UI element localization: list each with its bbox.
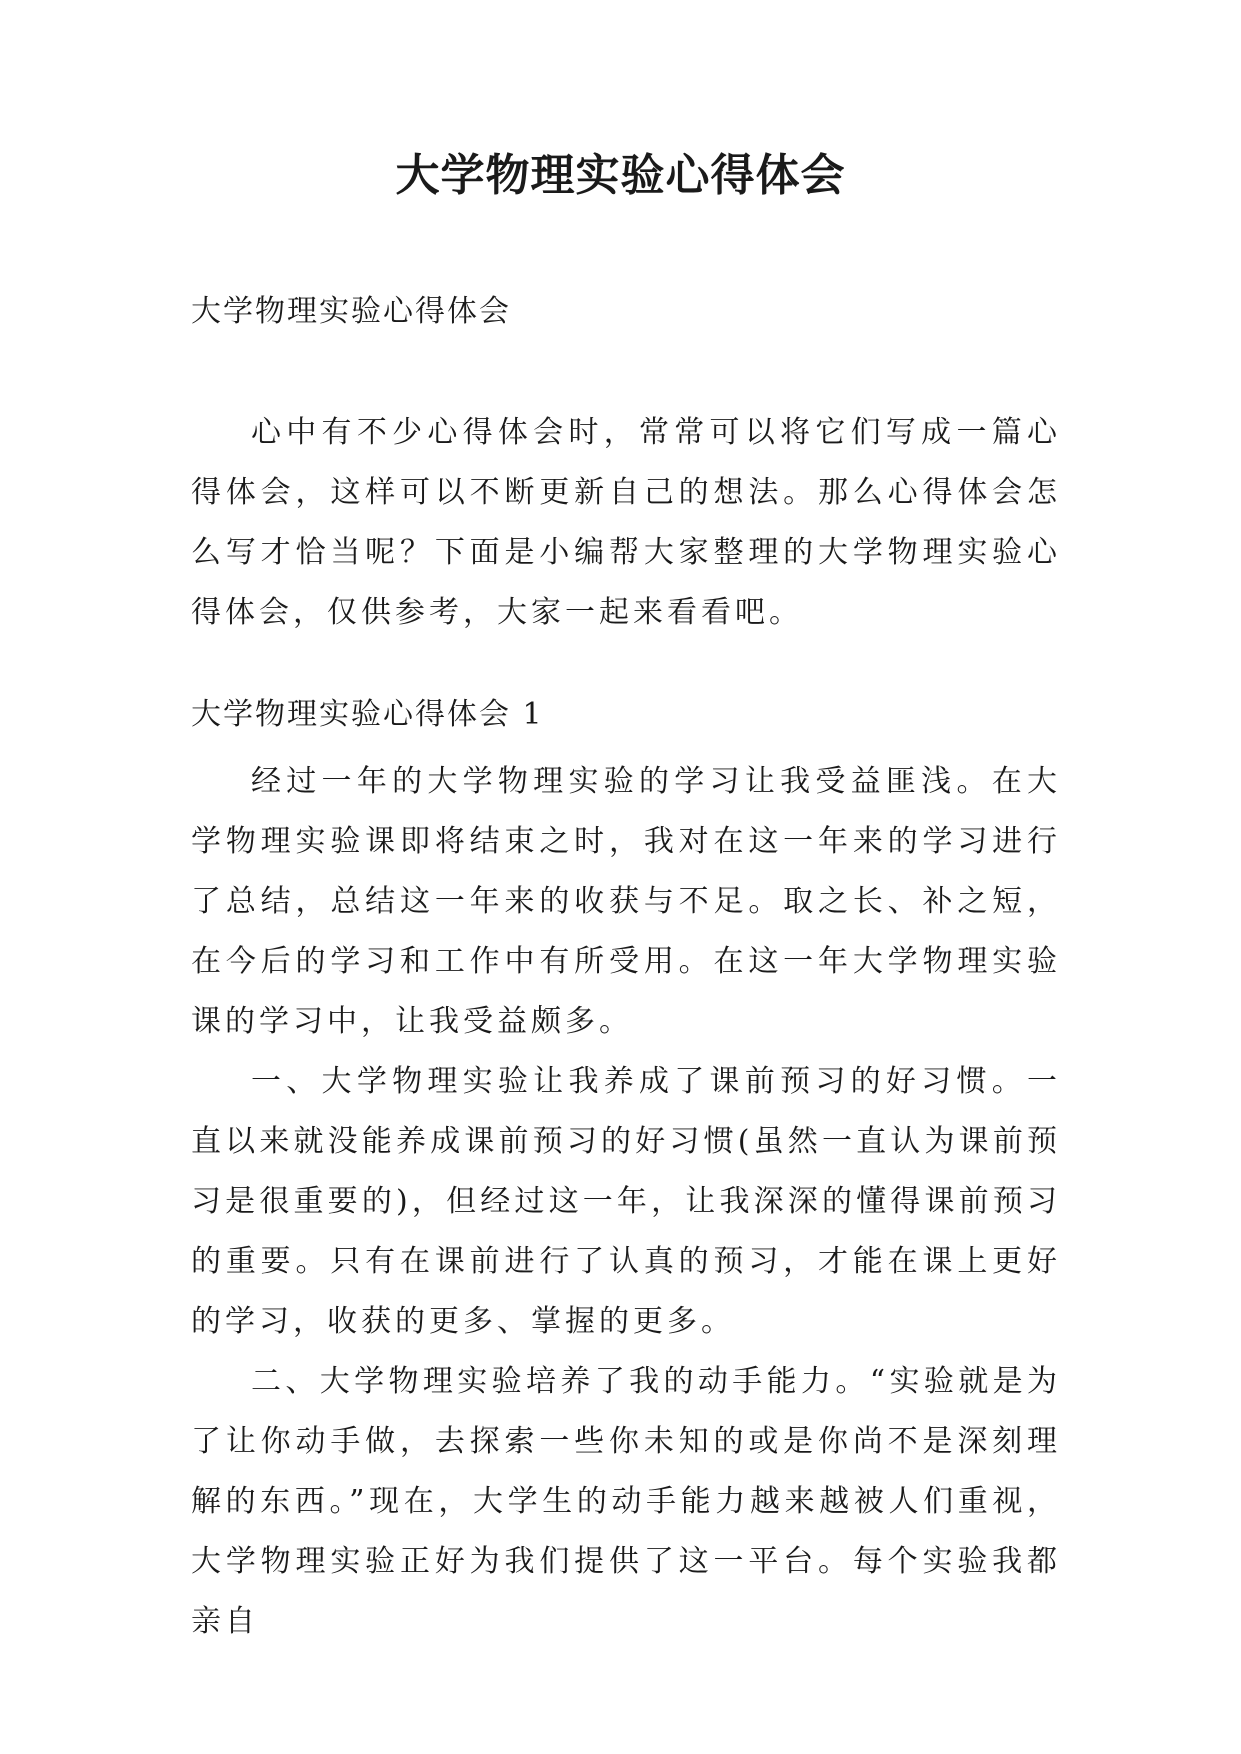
body-paragraph-3: 二、大学物理实验培养了我的动手能力。“实验就是为了让你动手做，去探索一些你未知的或是你尚不是深刻理解的东西。”现在，大学生的动手能力越来越被人们重视，大学物理实验正好为我们提供了这一平台。每个实验我都亲自 [191, 1364, 1061, 1639]
intro-paragraph: 心中有不少心得体会时，常常可以将它们写成一篇心得体会，这样可以不断更新自己的想法。那么心得体会怎么写才恰当呢？下面是小编帮大家整理的大学物理实验心得体会，仅供参考，大家一起来看看吧。 [191, 415, 1061, 630]
intro-block [191, 403, 1061, 643]
section-heading: 大学物理实验心得体会 1 [191, 697, 544, 732]
body-paragraph-2: 一、大学物理实验让我养成了课前预习的好习惯。一直以来就没能养成课前预习的好习惯(虽然一直认为课前预习是很重要的)，但经过这一年，让我深深的懂得课前预习的重要。只有在课前进行了认真的预习，才能在课上更好的学习，收获的更多、掌握的更多。 [191, 1064, 1061, 1339]
section-body [191, 752, 1061, 1652]
document-subtitle: 大学物理实验心得体会 [191, 294, 511, 329]
body-paragraph-1: 经过一年的大学物理实验的学习让我受益匪浅。在大学物理实验课即将结束之时，我对在这一年来的学习进行了总结，总结这一年来的收获与不足。取之长、补之短，在今后的学习和工作中有所受用。在这一年大学物理实验课的学习中，让我受益颇多。 [191, 764, 1061, 1039]
document-title: 大学物理实验心得体会 [395, 150, 846, 201]
